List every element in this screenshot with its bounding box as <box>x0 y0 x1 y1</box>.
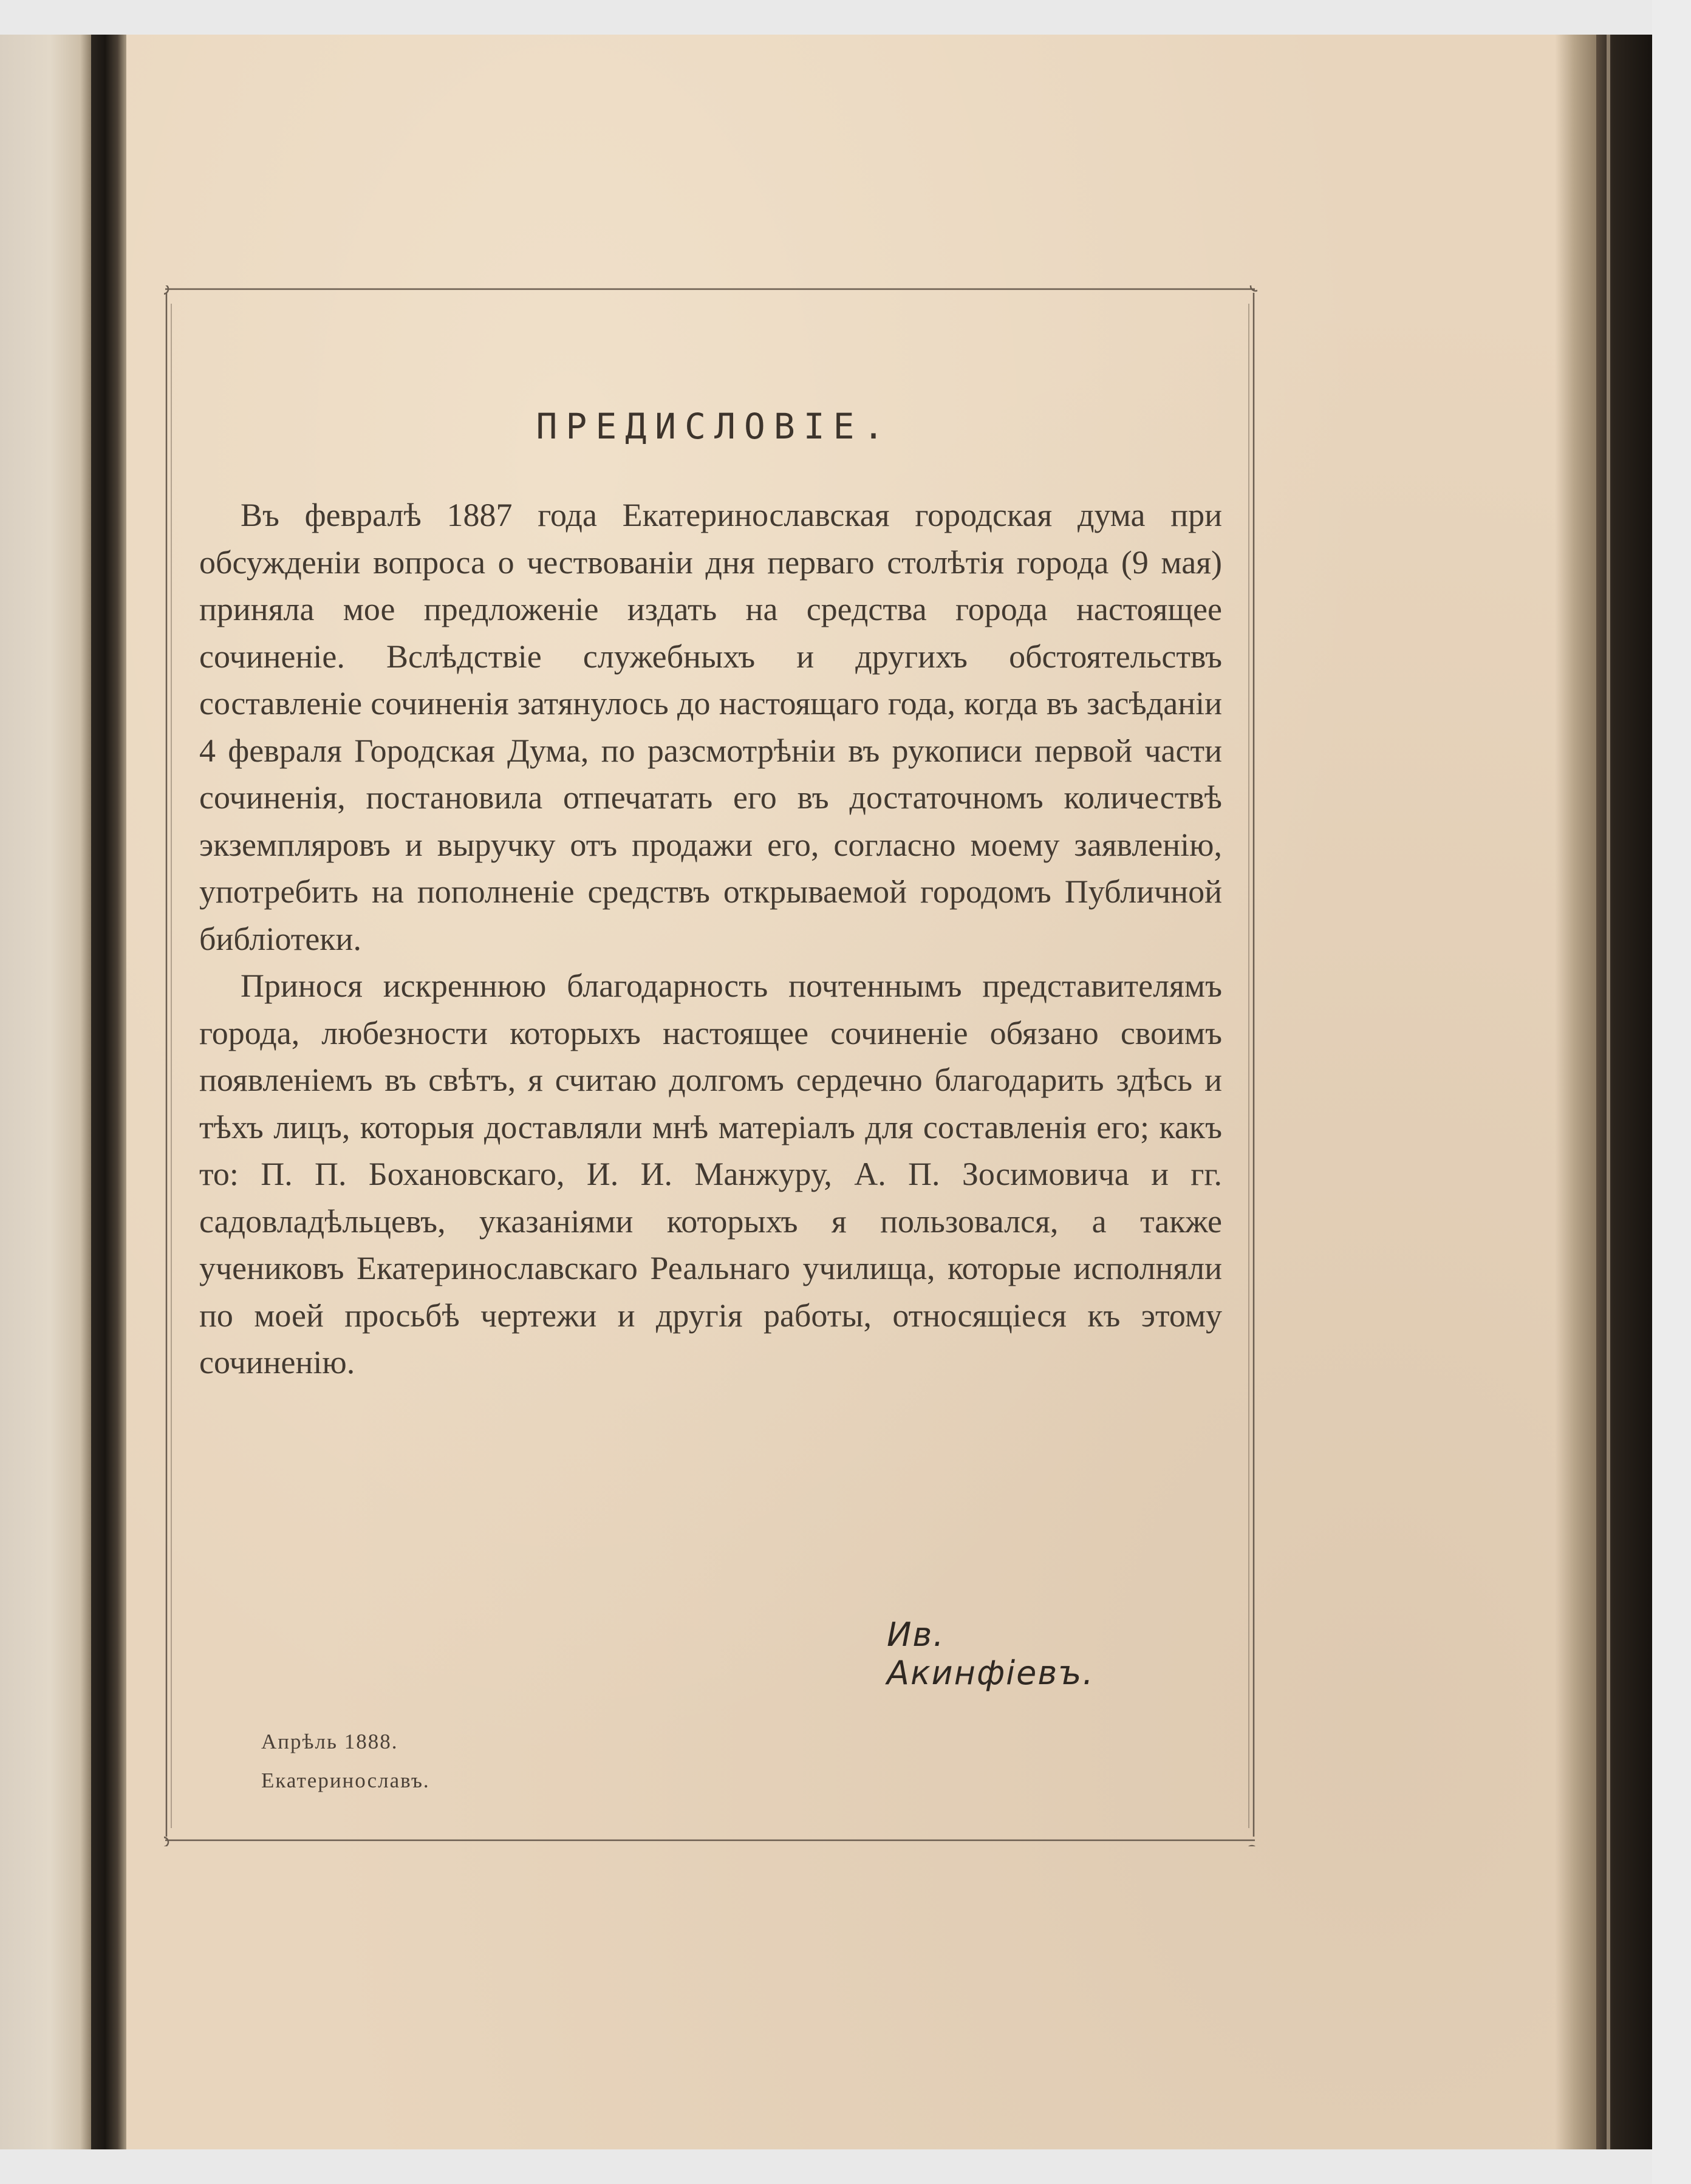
author-signature: Ив. Акинфіевъ. <box>887 1616 1095 1692</box>
paragraph-2: Принося искреннюю благодарность почтеннымъ представителямъ города, любезности которыхъ настоящее сочиненіе обязано своимъ появленіемъ въ свѣтъ, я считаю долгомъ сердечно благодарить здѣсь и тѣхъ лицъ, которыя доставляли мнѣ матеріалъ для составленія его; какъ то: П. П. Бохановскаго, И. И. Манжуру, А. П. Зосимовича и гг. садовладѣльцевъ, указаніями которыхъ я пользовался, а также учениковъ Екатеринославскаго Реальнаго училища, которые исполняли по моей просьбѣ чертежи и другія работы, относящіеся къ этому сочиненію. <box>199 967 1222 1380</box>
page-stack-edge <box>1607 35 1610 2149</box>
page-title: ПРЕДИСЛОВІЕ. <box>536 406 893 447</box>
previous-page-edge <box>0 35 91 2149</box>
book-cover-edge <box>1596 35 1652 2149</box>
place-line: Екатеринославъ. <box>261 1769 430 1792</box>
preface-body <box>199 492 1222 1387</box>
corner-ornament-tr <box>1251 285 1257 291</box>
paragraph-1: Въ февралѣ 1887 года Екатеринославская городская дума при обсужденіи вопроса о чествованіи дня перваго столѣтія города (9 мая) приняла мое предложеніе издать на средства города настоящее сочиненіе. Вслѣдствіе служебныхъ и другихъ обстоятельствъ составленіе сочиненія затянулось до настоящаго года, когда въ засѣданіи 4 февраля Городская Дума, по разсмотрѣніи въ рукописи первой части сочиненія, постановила отпечатать его въ достаточномъ количествѣ экземпляровъ и выручку отъ продажи его, согласно моему заявленію, употребить на пополненіе средствъ открываемой городомъ Публичной библіотеки. <box>199 497 1222 957</box>
book-binding <box>91 35 126 2149</box>
page-shadow-right <box>1555 35 1597 2149</box>
scan-margin <box>1652 0 1691 2184</box>
date-line: Апрѣль 1888. <box>261 1730 398 1753</box>
corner-ornament-bl <box>164 1837 168 1846</box>
